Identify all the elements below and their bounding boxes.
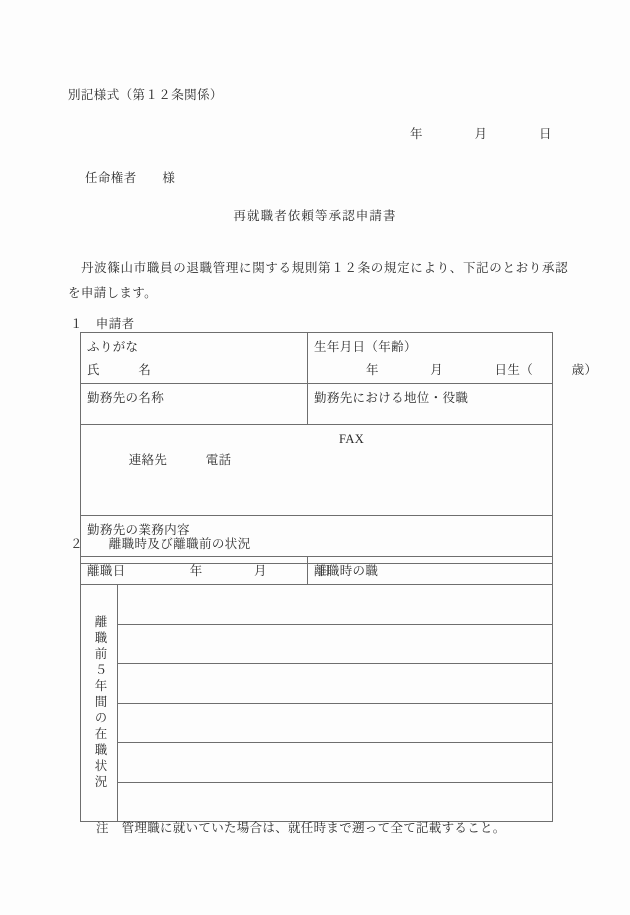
cell-history-blank[interactable] — [118, 664, 553, 704]
workplace-duties-label: 勤務先の業務内容 — [87, 523, 190, 537]
table-row — [81, 557, 553, 585]
career-history-table — [80, 556, 553, 822]
cell-history-blank[interactable] — [118, 703, 553, 743]
cell-leave-date[interactable] — [81, 557, 332, 585]
furigana-label: ふりがな — [87, 340, 139, 354]
section-1-heading: １ 申請者 — [70, 317, 135, 331]
body-paragraph: 丹波篠山市職員の退職管理に関する規則第１２条の規定により、下記のとおり承認を申請します。 — [68, 261, 568, 300]
fax-label: FAX — [339, 432, 365, 446]
cell-history-blank[interactable] — [118, 743, 553, 783]
vertical-label-text: 離職前５年間の在職状況 — [93, 615, 107, 791]
table-row — [81, 624, 553, 664]
cell-history-blank[interactable] — [118, 624, 553, 664]
birthdate-label: 生年月日（年齢） — [314, 340, 417, 354]
workplace-position-label: 勤務先における地位・役職 — [314, 391, 469, 405]
table-row — [81, 384, 553, 425]
name-label: 氏 名 — [87, 363, 152, 377]
date-line: 年 月 日 — [410, 127, 552, 141]
table-row — [81, 333, 553, 384]
addressee-line: 任命権者 様 — [85, 171, 176, 185]
page-title: 再就職者依頼等承認申請書 — [233, 209, 397, 223]
contact-label: 連絡先 電話 — [128, 453, 232, 467]
table-row — [81, 585, 553, 625]
cell-workplace-position[interactable] — [308, 384, 553, 425]
cell-vertical-label — [81, 585, 118, 822]
workplace-name-label: 勤務先の名称 — [87, 391, 165, 405]
cell-history-blank[interactable] — [118, 585, 553, 625]
leave-position-label: 離職時の職 — [314, 564, 379, 578]
cell-history-blank[interactable] — [118, 782, 553, 822]
cell-name[interactable] — [81, 333, 308, 384]
form-number: 別記様式（第１２条関係） — [68, 88, 223, 102]
leave-date-label: 離職日 年 月 日 — [87, 564, 332, 578]
footnote: 注 管理職に就いていた場合は、就任時まで遡って全て記載すること。 — [96, 821, 506, 835]
table-row — [81, 782, 553, 822]
birthdate-fields: 年 月 日生（ 歳） — [366, 363, 598, 377]
table-row — [81, 425, 553, 516]
cell-birthdate[interactable] — [308, 333, 598, 384]
table-row — [81, 664, 553, 704]
table-row — [81, 743, 553, 783]
table-row — [81, 703, 553, 743]
cell-leave-position[interactable] — [308, 557, 553, 585]
cell-workplace-name[interactable] — [81, 384, 308, 425]
applicant-table — [80, 332, 598, 564]
section-2-heading: ２ 離職時及び離職前の状況 — [70, 537, 251, 551]
cell-contact[interactable] — [81, 425, 553, 516]
